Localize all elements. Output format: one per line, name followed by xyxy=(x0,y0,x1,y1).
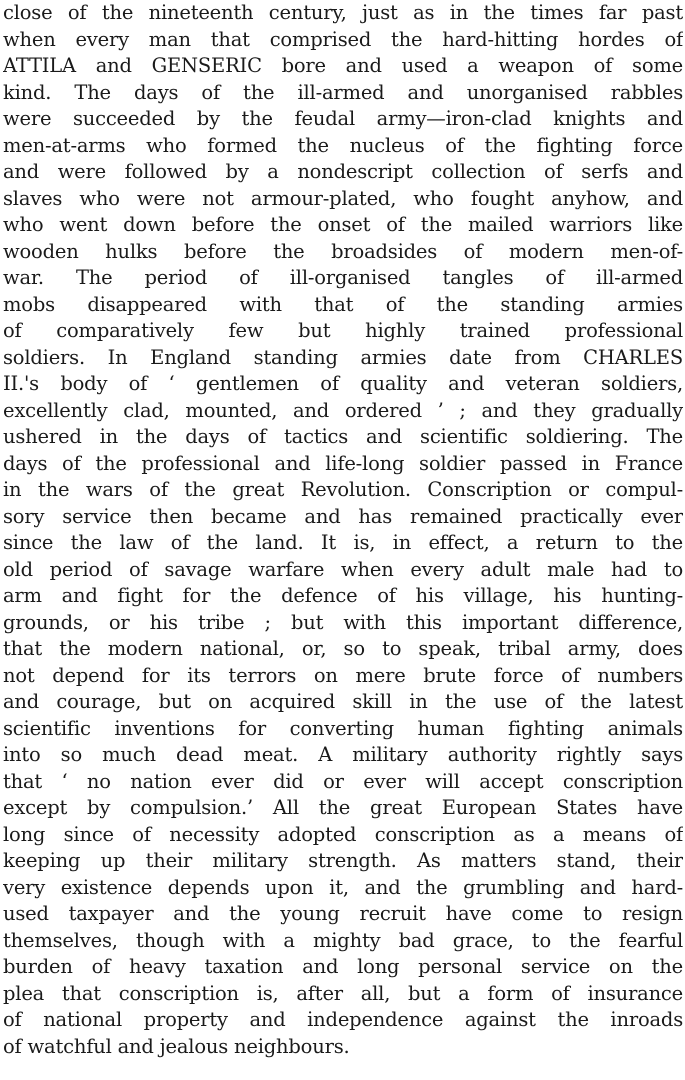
text-line: ushered in the days of tactics and scientific soldiering. The xyxy=(3,425,683,448)
text-line: keeping up their military strength. As matters stand, their xyxy=(3,849,683,872)
text-line: mobs disappeared with that of the standing armies xyxy=(3,292,683,316)
text-line: war. The period of ill-organised tangles of ill-armed xyxy=(3,266,683,289)
text-line: II.'s body of ‘ gentlemen of quality and veteran soldiers, xyxy=(3,372,683,395)
text-line: not depend for its terrors on mere brute force of numbers xyxy=(3,663,683,687)
text-line: of national property and independence against the inroads xyxy=(3,1008,683,1031)
text-line: themselves, though with a mighty bad grace, to the fearful xyxy=(3,928,683,952)
text-line: used taxpayer and the young recruit have come to resign xyxy=(3,902,683,925)
text-line: that the modern national, or, so to speak, tribal army, does xyxy=(3,637,683,660)
text-line: excellently clad, mounted, and ordered ’ ; and they gradually xyxy=(3,398,683,422)
text-line: arm and fight for the defence of his village, his hunting- xyxy=(3,584,683,607)
text-line: who went down before the onset of the mailed warriors like xyxy=(3,213,683,236)
text-line: of watchful and jealous neighbours. xyxy=(3,1034,350,1058)
text-line: slaves who were not armour-plated, who fought anyhow, and xyxy=(3,186,683,210)
text-line: and were followed by a nondescript collection of serfs and xyxy=(3,160,683,183)
text-line: scientific inventions for converting human fighting animals xyxy=(3,716,683,740)
text-line: into so much dead meat. A military authority rightly says xyxy=(3,743,683,766)
text-line: wooden hulks before the broadsides of modern men-of- xyxy=(3,239,683,263)
text-line: ATTILA and GENSERIC bore and used a weapon of some xyxy=(3,54,683,77)
text-line: long since of necessity adopted conscription as a means of xyxy=(3,822,683,846)
article-column xyxy=(3,0,683,1060)
text-line: when every man that comprised the hard-hitting hordes of xyxy=(3,27,683,51)
text-line: very existence depends upon it, and the grumbling and hard- xyxy=(3,875,683,899)
text-line: kind. The days of the ill-armed and unorganised rabbles xyxy=(3,80,683,104)
text-line: soldiers. In England standing armies date from CHARLES xyxy=(3,345,683,369)
text-line: close of the nineteenth century, just as in the times far past xyxy=(3,1,683,24)
text-line: men-at-arms who formed the nucleus of the fighting force xyxy=(3,133,683,157)
text-line: sory service then became and has remained practically ever xyxy=(3,504,683,528)
text-line: and courage, but on acquired skill in the use of the latest xyxy=(3,690,683,713)
text-line: days of the professional and life-long soldier passed in France xyxy=(3,451,683,475)
text-line: were succeeded by the feudal army—iron-clad knights and xyxy=(3,107,683,130)
text-line: except by compulsion.’ All the great European States have xyxy=(3,796,683,819)
text-line: that ‘ no nation ever did or ever will accept conscription xyxy=(3,769,683,793)
text-line: in the wars of the great Revolution. Conscription or compul- xyxy=(3,478,683,501)
text-line: old period of savage warfare when every adult male had to xyxy=(3,557,683,581)
text-line: burden of heavy taxation and long personal service on the xyxy=(3,955,683,978)
text-line: plea that conscription is, after all, but a form of insurance xyxy=(3,981,683,1005)
text-line: since the law of the land. It is, in effect, a return to the xyxy=(3,531,683,554)
text-line: grounds, or his tribe ; but with this important difference, xyxy=(3,610,683,634)
text-line: of comparatively few but highly trained professional xyxy=(3,319,683,342)
